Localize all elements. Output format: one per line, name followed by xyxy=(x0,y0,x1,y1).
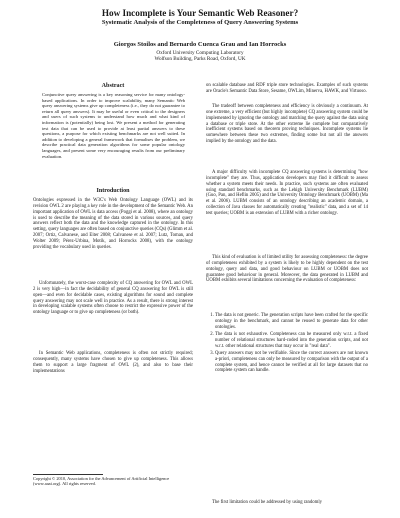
right-paragraph-5: The first limitation could be addressed by using randomly xyxy=(212,500,323,505)
list-item: 3. Query answers may not be verifiable. Since the correct answers are not known a-priori, completeness can only be measured by comparison with the output of a complete system, and hence cannot be verified at all for large datasets that no complete system can handle. xyxy=(215,351,368,374)
right-paragraph-3: A major difficulty with incomplete CQ answering systems is determining "how incomplete" they are. Thus, application developers may find it difficult to assess whether a system meets their needs. In practice, such systems are often evaluated using standard benchmarks, such as the Lehigh University Benchmark (LUBM) (Guo, Pan, and Heflin 2005) and the University Ontology Benchmark (UOBM) (Ma et al. 2006). LUBM consists of an ontology describing an academic domain, a collection of Java classes for automatically creating "realistic" data, and a set of 14 test queries; UOBM is an extension of LUBM with a richer ontology. xyxy=(206,170,368,216)
abstract-heading: Abstract xyxy=(101,83,125,89)
affiliation-line: Wolfson Building, Parks Road, Oxford, UK xyxy=(154,56,246,63)
footnote-rule xyxy=(33,474,103,475)
intro-paragraph-2: Unfortunately, the worst-case complexity of CQ answering for OWL and OWL 2 is very high—in fact the decidability of general CQ answering for OWL is still open—and even for decidable cases, existing algorithms for sound and complete query answering may not scale well in practice. As a result, there is strong interest in developing scalable systems often choose to restrict the expressive power of the ontology language or to give up completeness (or both). xyxy=(33,281,193,316)
right-paragraph-4: This kind of evaluation is of limited utility for assessing completeness: the degree of completeness exhibited by a system is likely to be highly dependent on the test ontology, query and data, and good behaviour on LUBM or UOBM does not guarantee good behaviour in general. Moreover, the data generated in LUBM and UOBM exhibits several limitations concerning the evaluation of completeness: xyxy=(206,255,368,284)
list-item: 2. The data is not exhaustive. Completeness can be measured only w.r.t. a fixed number of relational structures hard-coded into the generation scripts, and not w.r.t. other relational structures that may occur in "real data". xyxy=(215,332,368,350)
paper-subtitle: Systematic Analysis of the Completeness of Query Answering Systems xyxy=(101,19,299,26)
copyright-footnote: Copyright © 2010, Association for the Advancement of Artificial Intelligence (www.aaai.org). All rights reserved. xyxy=(33,476,170,487)
list-item: 1. The data is not generic. The generation scripts have been crafted for the specific ontology in the benchmark, and cannot be reused to generate data for other ontologies. xyxy=(215,313,368,331)
right-paragraph-2: The tradeoff between completeness and efficiency is obviously a continuum. At one extreme, a very efficient (but highly incomplete) CQ answering system could be implemented by ignoring the ontology and matching the query against the data using a database or triple store. At the other extreme lie complete but comparatively inefficient systems based on theorem proving techniques. Incomplete systems lie somewhere between these two extremes, finding some but not all the answers implied by the ontology and the data. xyxy=(206,104,368,145)
intro-paragraph-1: Ontologies expressed in the W3C's Web Ontology Language (OWL) and its revision OWL 2 are playing a key role in the development of the Semantic Web. An important application of OWL is data access (Poggi et al. 2008), where an ontology is used to describe the meaning of the data stored in various sources, and query answers reflect both the data and the knowledge captured in the ontology. In this setting, query languages are often based on conjunctive queries (CQs) (Glimm et al. 2007; Ortiz, Calvanese, and Eiter 2008; Calvanese et al. 2007; Lutz, Toman, and Wolter 2009; Pérez-Urbina, Motik, and Horrocks 2008), with the ontology providing the vocabulary used in queries. xyxy=(33,198,193,250)
paper-authors: Giorgos Stoilos and Bernardo Cuenca Grau and Ian Horrocks xyxy=(113,41,287,48)
intro-paragraph-3: In Semantic Web applications, completeness is often not strictly required; consequently, many systems have chosen to give up completeness. This allows them to support a large fragment of OWL (2), and also to base their implementations xyxy=(33,351,193,374)
affiliation-line: Oxford University Computing Laboratory xyxy=(156,50,244,56)
right-paragraph-1: on scalable database and RDF triple store technologies. Examples of such systems are Oracle's Semantic Data Store, Sesame, OWLim, Minerva, HAWK, and Virtuoso. xyxy=(206,83,368,94)
limitations-list xyxy=(206,313,368,376)
introduction-heading: Introduction xyxy=(96,188,130,194)
paper-affiliation xyxy=(0,50,400,62)
abstract-text: Conjunctive query answering is a key reasoning service for many ontology-based applications. In order to improve scalability, many Semantic Web query answering systems give up completeness (i.e., they do not guarantee to return all query answers). It may be useful or even critical to the designers and users of such systems to understand how much and what kind of information is (potentially) being lost. We present a method for generating test data that can be used to provide at least partial answers to these questions, a purpose for which existing benchmarks are not well suited. In addition to developing a general framework that formalises the problem, we describe practical data generation algorithms for some popular ontology languages, and present some very encouraging results from our preliminary evaluation. xyxy=(42,92,185,159)
paper-title: How Incomplete is Your Semantic Web Reasoner? xyxy=(101,8,299,18)
